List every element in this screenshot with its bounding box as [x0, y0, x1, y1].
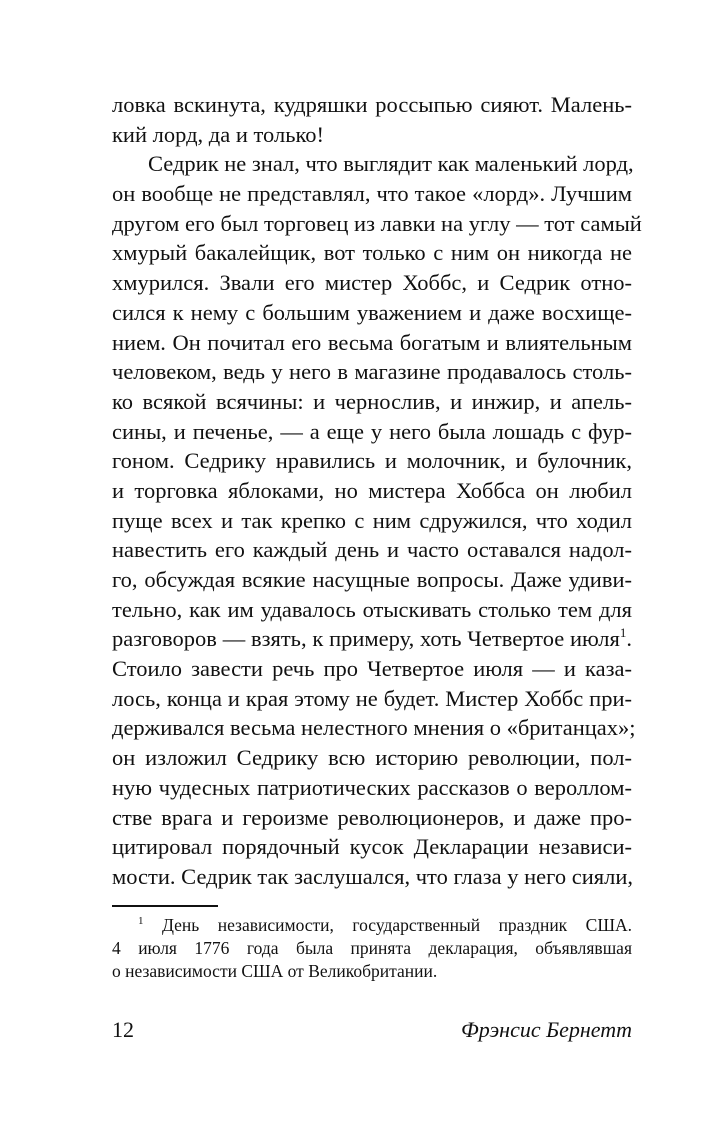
text-line: Стоило завести речь про Четвертое июля — и каза-: [112, 656, 632, 682]
text-line: ловка вскинута, кудряшки россыпью сияют. Малень-: [112, 92, 632, 117]
text-line: лось, конца и края этому не будет. Мистер Хоббс при-: [112, 685, 632, 711]
text-line: и торговка яблоками, но мистера Хоббса он любил: [112, 477, 632, 503]
text-line: сины, и печенье, — а еще у него была лошадь с фур-: [112, 418, 632, 444]
text-line: он вообще не представлял, что такое «лорд». Лучшим: [112, 181, 632, 207]
text-line: гоном. Седрику нравились и молочник, и булочник,: [112, 448, 632, 474]
author-running-footer: Фрэнсис Бернетт: [461, 1017, 632, 1042]
text-line: сился к нему с большим уважением и даже восхище-: [112, 299, 632, 325]
footnote-marker: 1: [138, 915, 144, 927]
sentence-period: .: [626, 626, 632, 652]
footnote-line: о независимости США от Великобритании.: [112, 961, 438, 981]
text-line: навестить его каждый день и часто оставался надол-: [112, 537, 632, 563]
text-line: разговоров — взять, к примеру, хоть Четвертое июля: [112, 626, 620, 652]
footnote-text: День независимости, государственный праздник США.: [161, 915, 632, 935]
footnote: [112, 914, 632, 983]
text-line: другом его был торговец из лавки на углу — тот самый: [112, 210, 642, 236]
text-line: тельно, как им удавалось отыскивать столько тем для: [112, 596, 632, 622]
text-line: ную чудесных патриотических рассказов о вероллом-: [112, 774, 632, 800]
text-line: Седрик не знал, что выглядит как маленький лорд,: [148, 151, 634, 177]
text-line: пуще всех и так крепко с ним сдружился, что ходил: [112, 507, 632, 533]
text-line: держивался весьма нелестного мнения о «британцах»;: [112, 715, 636, 741]
text-line: хмурился. Звали его мистер Хоббс, и Седрик отно-: [112, 270, 632, 296]
page-number: 12: [112, 1017, 134, 1042]
text-line: человеком, ведь у него в магазине продавалось столь-: [112, 359, 632, 385]
text-line: го, обсуждая всякие насущные вопросы. Даже удиви-: [112, 567, 632, 592]
text-line: кий лорд, да и только!: [112, 121, 325, 147]
body-text: [112, 90, 642, 892]
text-line: мости. Седрик так заслушался, что глаза у него сияли,: [112, 863, 633, 889]
footnote-line: [112, 914, 632, 937]
footnote-reference[interactable]: 1: [619, 625, 627, 641]
footnote-line: 4 июля 1776 года была принята декларация, объявлявшая: [112, 938, 632, 958]
text-line: цитировал порядочный кусок Декларации независи-: [112, 834, 632, 860]
footnote-divider: [112, 905, 218, 907]
text-line: он изложил Седрику всю историю революции, пол-: [112, 745, 632, 771]
text-line: хмурый бакалейщик, вот только с ним он никогда не: [112, 240, 632, 266]
text-line: нием. Он почитал его весьма богатым и влиятельным: [112, 329, 632, 355]
text-line: ко всякой всячины: и чернослив, и инжир, и апель-: [112, 388, 632, 414]
text-line: стве врага и героизме революционеров, и даже про-: [112, 804, 632, 830]
text-line-with-footnote: [112, 624, 632, 654]
